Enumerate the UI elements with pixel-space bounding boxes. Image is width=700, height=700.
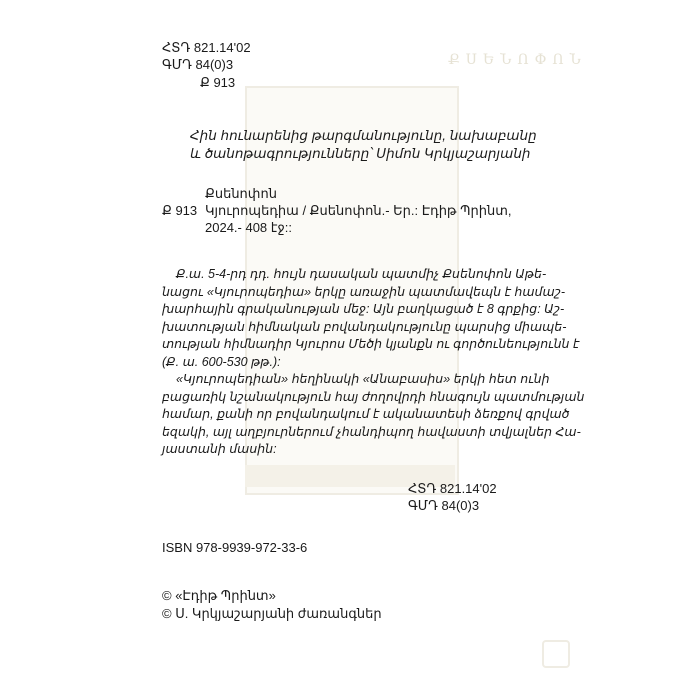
- annotation-line: համար, քանի որ բովանդակում է ականատեսի ձեռքով գրված: [162, 407, 570, 421]
- annotation-line: բացառիկ նշանակություն հայ ժողովրդի հնագույն պատմության: [162, 389, 585, 404]
- bleed-through-logo: [542, 640, 570, 668]
- catalog-title-imprint: Կյուրոպեդիա / Քսենոփոն.- Եր.: Էդիթ Պրինտ,: [205, 203, 512, 218]
- translation-credit-line1: Հին հունարենից թարգմանությունը, նախաբանը: [190, 128, 537, 143]
- annotation-line: Ք.ա. 5-4-րդ դդ. հույն դասական պատմիչ Քսենոփոն Աթե-: [176, 267, 547, 281]
- cutter-code-top: Ք 913: [200, 75, 236, 90]
- annotation-line: խարհային գրականության մեջ: Այն բաղկացած է 8 գրքից: Աշ-: [162, 302, 565, 316]
- catalog-cutter: Ք 913: [162, 203, 198, 218]
- udc-code-top: ՀՏԴ 821.14'02: [162, 40, 251, 55]
- translation-credit-line2: և ծանոթագրությունները՝ Սիմոն Կրկյաշարյանի: [190, 146, 531, 161]
- bleed-through-title: ՔՍԵՆՈՓՈՆ: [448, 52, 587, 68]
- udc-code-bottom: ՀՏԴ 821.14'02: [408, 481, 497, 496]
- annotation-line: նացու «Կյուրոպեդիա» երկը առաջին պատմավեպն է համաշ-: [162, 284, 566, 299]
- annotation-line: եզակի, այլ աղբյուրներում չհանդիպող հավաստի տվյալներ Հա-: [162, 424, 581, 439]
- annotation-line: յաստանի մասին:: [162, 442, 277, 456]
- annotation-line: «Կյուրոպեդիան» հեղինակի «Անաբասիս» երկի հետ ունի: [176, 372, 550, 386]
- bbk-code-bottom: ԳՄԴ 84(0)3: [408, 498, 480, 513]
- annotation-line: խատության հիմնական բովանդակությունը պարսից միապե-: [162, 319, 567, 334]
- catalog-author: Քսենոփոն: [205, 186, 277, 201]
- copyright-publisher: © «Էդիթ Պրինտ»: [162, 588, 276, 603]
- annotation: [162, 266, 620, 459]
- annotation-line: (Ք. ա. 600-530 թթ.):: [162, 354, 281, 369]
- copyright-heirs: © Ս. Կրկյաշարյանի ժառանգներ: [162, 606, 382, 621]
- bbk-code-top: ԳՄԴ 84(0)3: [162, 57, 234, 72]
- catalog-year-pages: 2024.- 408 էջ::: [205, 220, 292, 235]
- annotation-line: տության հիմնադիր Կյուրոս Մեծի կյանքն ու գործունեությունն է: [162, 337, 580, 351]
- isbn: ISBN 978-9939-972-33-6: [162, 540, 308, 555]
